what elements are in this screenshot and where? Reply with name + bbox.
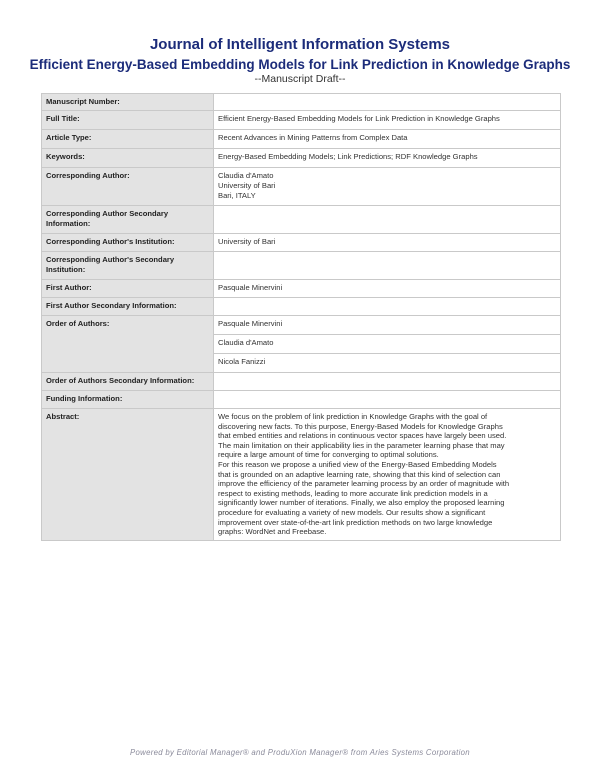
abstract-line: respect to existing methods, leading to more accurate link prediction models in a xyxy=(218,488,488,498)
order-authors-secondary-value xyxy=(214,373,561,391)
first-author-value: Pasquale Minervini xyxy=(214,280,561,298)
manuscript-number-value xyxy=(214,94,561,111)
abstract-label: Abstract: xyxy=(42,409,214,541)
abstract-line: discovering new facts. To this purpose, Energy-Based Models for Knowledge Graphs xyxy=(218,421,503,431)
table-row xyxy=(42,391,561,409)
corresponding-author-secondary-label: Corresponding Author Secondary Information: xyxy=(42,206,214,234)
table-row xyxy=(42,206,561,234)
article-type-label: Article Type: xyxy=(42,130,214,149)
abstract-line: that is grounded on an adaptive learning rate, showing that this kind of selection can xyxy=(218,469,501,479)
table-row xyxy=(42,298,561,316)
corresponding-author-secondary-value xyxy=(214,206,561,234)
funding-value xyxy=(214,391,561,409)
order-of-authors-label: Order of Authors: xyxy=(42,316,214,373)
full-title-label: Full Title: xyxy=(42,111,214,130)
table-row xyxy=(42,409,561,541)
table-row xyxy=(42,252,561,280)
abstract-line: procedure for evaluating a variety of new models. Our results show a significant xyxy=(218,507,486,517)
corresponding-secondary-institution-value xyxy=(214,252,561,280)
corresponding-author-affiliation: University of Bari xyxy=(218,181,276,190)
first-author-secondary-value xyxy=(214,298,561,316)
manuscript-title: Efficient Energy-Based Embedding Models for Link Prediction in Knowledge Graphs xyxy=(29,57,571,72)
abstract-line: significantly lower number of iterations. Finally, we also employ the proposed learning xyxy=(218,498,505,508)
full-title-value: Efficient Energy-Based Embedding Models for Link Prediction in Knowledge Graphs xyxy=(214,111,561,130)
abstract-line: We focus on the problem of link prediction in Knowledge Graphs with the goal of xyxy=(218,412,488,421)
article-type-value: Recent Advances in Mining Patterns from Complex Data xyxy=(214,130,561,149)
corresponding-author-value xyxy=(214,168,561,206)
table-row xyxy=(42,94,561,111)
corresponding-institution-value: University of Bari xyxy=(214,234,561,252)
abstract-line: improve the efficiency of the parameter learning process by an order of magnitude with xyxy=(218,479,510,489)
table-row xyxy=(42,149,561,168)
journal-name: Journal of Intelligent Information Systems xyxy=(149,36,451,53)
abstract-line: For this reason we propose a unified view of the Energy-Based Embedding Models xyxy=(218,459,497,469)
abstract-line: that embed entities and relations in continuous vector spaces have largely been used. xyxy=(218,431,507,441)
order-of-authors-value xyxy=(214,316,561,373)
table-row xyxy=(42,168,561,206)
corresponding-secondary-institution-label: Corresponding Author's Secondary Institution: xyxy=(42,252,214,280)
footer-credit: Powered by Editorial Manager® and ProduXion Manager® from Aries Systems Corporation xyxy=(130,748,470,757)
abstract-line: require a large amount of time for converging to optimal solutions. xyxy=(218,450,439,460)
abstract-value xyxy=(214,409,561,541)
first-author-secondary-label: First Author Secondary Information: xyxy=(42,298,214,316)
abstract-line: The main limitation on their applicability lies in the parameter learning phase that may xyxy=(218,440,505,450)
author-entry: Claudia d'Amato xyxy=(214,335,560,354)
keywords-label: Keywords: xyxy=(42,149,214,168)
author-entry: Pasquale Minervini xyxy=(214,316,560,335)
document-header xyxy=(0,36,600,85)
funding-label: Funding Information: xyxy=(42,391,214,409)
draft-label: --Manuscript Draft-- xyxy=(254,73,346,85)
order-authors-secondary-label: Order of Authors Secondary Information: xyxy=(42,373,214,391)
keywords-value: Energy-Based Embedding Models; Link Predictions; RDF Knowledge Graphs xyxy=(214,149,561,168)
corresponding-institution-label: Corresponding Author's Institution: xyxy=(42,234,214,252)
table-row xyxy=(42,316,561,373)
manuscript-number-label: Manuscript Number: xyxy=(42,94,214,111)
table-row xyxy=(42,280,561,298)
first-author-label: First Author: xyxy=(42,280,214,298)
abstract-line: improvement over state-of-the-art link prediction methods on two large knowledge xyxy=(218,517,493,527)
table-row xyxy=(42,373,561,391)
corresponding-author-location: Bari, ITALY xyxy=(218,191,256,200)
abstract-line: graphs: WordNet and Freebase. xyxy=(218,527,327,537)
table-row xyxy=(42,234,561,252)
table-row xyxy=(42,111,561,130)
manuscript-info-table xyxy=(41,93,561,541)
corresponding-author-label: Corresponding Author: xyxy=(42,168,214,206)
author-entry: Nicola Fanizzi xyxy=(218,357,266,366)
table-row xyxy=(42,130,561,149)
corresponding-author-name: Claudia d'Amato xyxy=(218,171,274,180)
